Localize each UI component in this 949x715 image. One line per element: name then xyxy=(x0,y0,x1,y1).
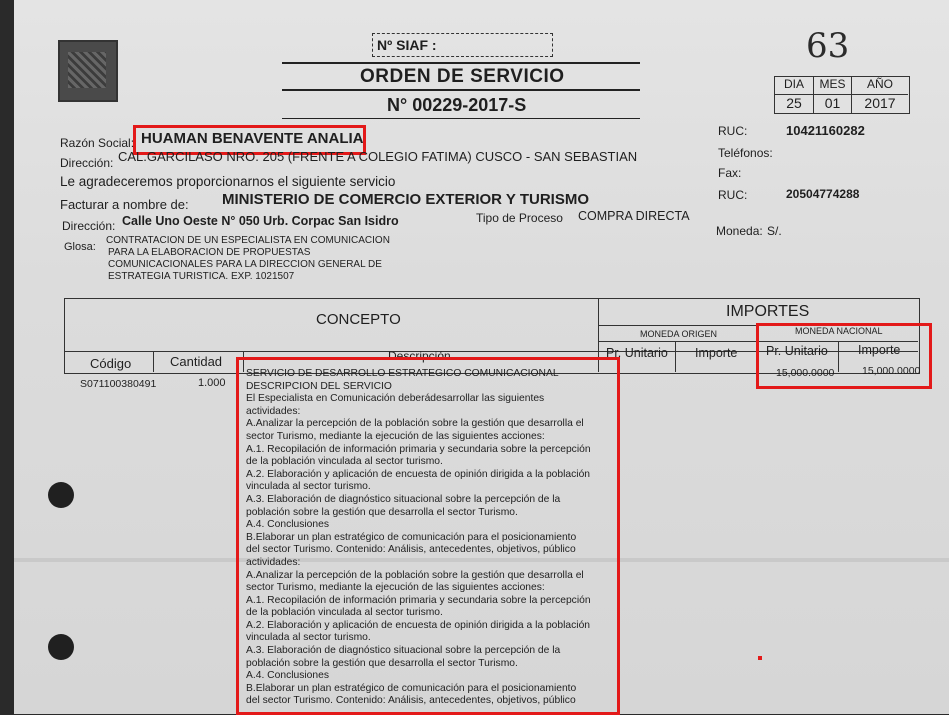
desc-line: vinculada al sector turismo. xyxy=(246,632,371,644)
moneda-value: S/. xyxy=(767,224,782,238)
institution-logo xyxy=(58,40,118,102)
ruc2-label: RUC: xyxy=(718,188,748,202)
moneda-label: Moneda: xyxy=(716,224,763,238)
desc-line: actividades: xyxy=(246,556,301,568)
direccion-value: CAL.GARCILASO NRO. 205 (FRENTE A COLEGIO FATIMA) CUSCO - SAN SEBASTIAN xyxy=(118,149,638,164)
desc-line: B.Elaborar un plan estratégico de comunicación para el posicionamiento xyxy=(246,531,577,543)
red-mark xyxy=(758,656,762,660)
moneda-origen-header: MONEDA ORIGEN xyxy=(640,329,718,339)
date-box xyxy=(774,76,910,114)
tipo-proceso-label: Tipo de Proceso xyxy=(476,211,563,225)
row-pr-unitario: 15,000.0000 xyxy=(776,367,835,379)
title-rule-mid xyxy=(282,89,640,91)
ruc-label: RUC: xyxy=(718,124,748,138)
facturar-label: Facturar a nombre de: xyxy=(60,197,189,212)
highlight-description xyxy=(236,357,620,715)
year-value: 2017 xyxy=(864,95,896,111)
desc-line: de la población vinculada al sector turismo. xyxy=(246,456,443,468)
col-pr-unitario-nacional: Pr. Unitario xyxy=(766,344,828,358)
order-number: N° 00229-2017-S xyxy=(387,95,527,115)
direccion2-label: Dirección: xyxy=(62,219,116,233)
desc-line: SERVICIO DE DESARROLLO ESTRATEGICO COMUNICACIONAL xyxy=(246,368,559,379)
document-title: ORDEN DE SERVICIO xyxy=(360,66,565,87)
desc-line: A.1. Recopilación de información primaria y secundaria sobre la percepción xyxy=(246,443,591,455)
col-descripcion: Descripción xyxy=(388,349,451,363)
col-sep-3 xyxy=(675,341,676,372)
col-pr-unitario-origen: Pr. Unitario xyxy=(606,346,668,360)
desc-line: DESCRIPCION DEL SERVICIO xyxy=(246,380,392,392)
year-label: AÑO xyxy=(852,77,908,95)
punch-hole-bottom xyxy=(48,634,74,660)
col-importe-origen: Importe xyxy=(695,346,738,360)
concepto-header: CONCEPTO xyxy=(316,311,401,328)
row-codigo: S071100380491 xyxy=(80,378,157,390)
desc-line: de la población vinculada al sector turismo. xyxy=(246,607,443,619)
glosa-label: Glosa: xyxy=(64,241,96,253)
desc-line: A.Analizar la percepción de la población sobre la gestión que desarrolla el xyxy=(246,569,584,581)
glosa-line-4: ESTRATEGIA TURISTICA. EXP. 1021507 xyxy=(108,271,295,282)
col-codigo: Código xyxy=(90,356,132,371)
col-importe-nacional: Importe xyxy=(858,343,901,357)
highlight-moneda-nacional xyxy=(756,323,932,389)
request-text: Le agradeceremos proporcionarnos el siguiente servicio xyxy=(60,174,396,189)
desc-line: del sector Turismo. Contenido: Análisis, antecedentes, objetivos, público xyxy=(246,695,576,707)
desc-line: sector Turismo, mediante la ejecución de las siguientes acciones: xyxy=(246,430,545,442)
glosa-line-2: PARA LA ELABORACION DE PROPUESTAS xyxy=(108,247,311,258)
title-rule-bottom xyxy=(282,118,640,119)
razon-social-label: Razón Social: xyxy=(60,136,135,150)
desc-line: A.4. Conclusiones xyxy=(246,519,329,531)
day-value: 25 xyxy=(775,95,814,113)
title-rule-top xyxy=(282,62,640,64)
desc-line: del sector Turismo. Contenido: Análisis, antecedentes, objetivos, público xyxy=(246,544,576,556)
ruc2-value: 20504774288 xyxy=(786,187,860,201)
desc-line: El Especialista en Comunicación deberádesarrollar las siguientes xyxy=(246,393,545,405)
direccion-label: Dirección: xyxy=(60,156,114,170)
handwritten-page-number: 63 xyxy=(806,26,850,66)
siaf-field: Nº SIAF : xyxy=(372,33,553,57)
punch-hole-top xyxy=(48,482,74,508)
row-importe: 15,000.0000 xyxy=(862,365,921,377)
desc-line: A.4. Conclusiones xyxy=(246,670,329,682)
desc-line: vinculada al sector turismo. xyxy=(246,481,371,493)
month-label: MES xyxy=(814,77,852,95)
desc-line: actividades: xyxy=(246,405,301,417)
tipo-proceso-value: COMPRA DIRECTA xyxy=(578,209,690,223)
desc-line: población sobre la gestión que desarrolla el sector Turismo. xyxy=(246,506,518,518)
facturar-value: MINISTERIO DE COMERCIO EXTERIOR Y TURISMO xyxy=(222,191,589,208)
razon-social-value: HUAMAN BENAVENTE ANALIA xyxy=(141,130,364,147)
day-label: DIA xyxy=(775,77,814,95)
desc-line: sector Turismo, mediante la ejecución de las siguientes acciones: xyxy=(246,582,545,594)
desc-line: A.Analizar la percepción de la población sobre la gestión que desarrolla el xyxy=(246,418,584,430)
glosa-line-3: COMUNICACIONALES PARA LA DIRECCION GENERAL DE xyxy=(108,259,382,270)
fax-label: Fax: xyxy=(718,166,742,180)
col-cantidad: Cantidad xyxy=(170,354,223,369)
telefonos-label: Teléfonos: xyxy=(718,146,773,160)
col-sep-1 xyxy=(153,351,154,372)
desc-line: población sobre la gestión que desarrolla el sector Turismo. xyxy=(246,657,518,669)
row-cantidad: 1.000 xyxy=(198,377,226,389)
importes-header: IMPORTES xyxy=(726,303,810,320)
month-value: 01 xyxy=(814,95,852,113)
desc-line: A.1. Recopilación de información primaria y secundaria sobre la percepción xyxy=(246,594,591,606)
direccion2-value: Calle Uno Oeste N° 050 Urb. Corpac San Isidro xyxy=(122,214,399,228)
desc-line: A.2. Elaboración y aplicación de encuesta de opinión dirigida a la población xyxy=(246,468,591,480)
glosa-line-1: CONTRATACION DE UN ESPECIALISTA EN COMUNICACION xyxy=(106,235,390,246)
desc-line: A.3. Elaboración de diagnóstico situacional sobre la percepción de la xyxy=(246,493,561,505)
moneda-nacional-header: MONEDA NACIONAL xyxy=(795,326,883,336)
desc-line: A.3. Elaboración de diagnóstico situacional sobre la percepción de la xyxy=(246,645,561,657)
desc-line: A.2. Elaboración y aplicación de encuesta de opinión dirigida a la población xyxy=(246,619,591,631)
desc-line: B.Elaborar un plan estratégico de comunicación para el posicionamiento xyxy=(246,682,577,694)
ruc-value: 10421160282 xyxy=(786,123,865,138)
